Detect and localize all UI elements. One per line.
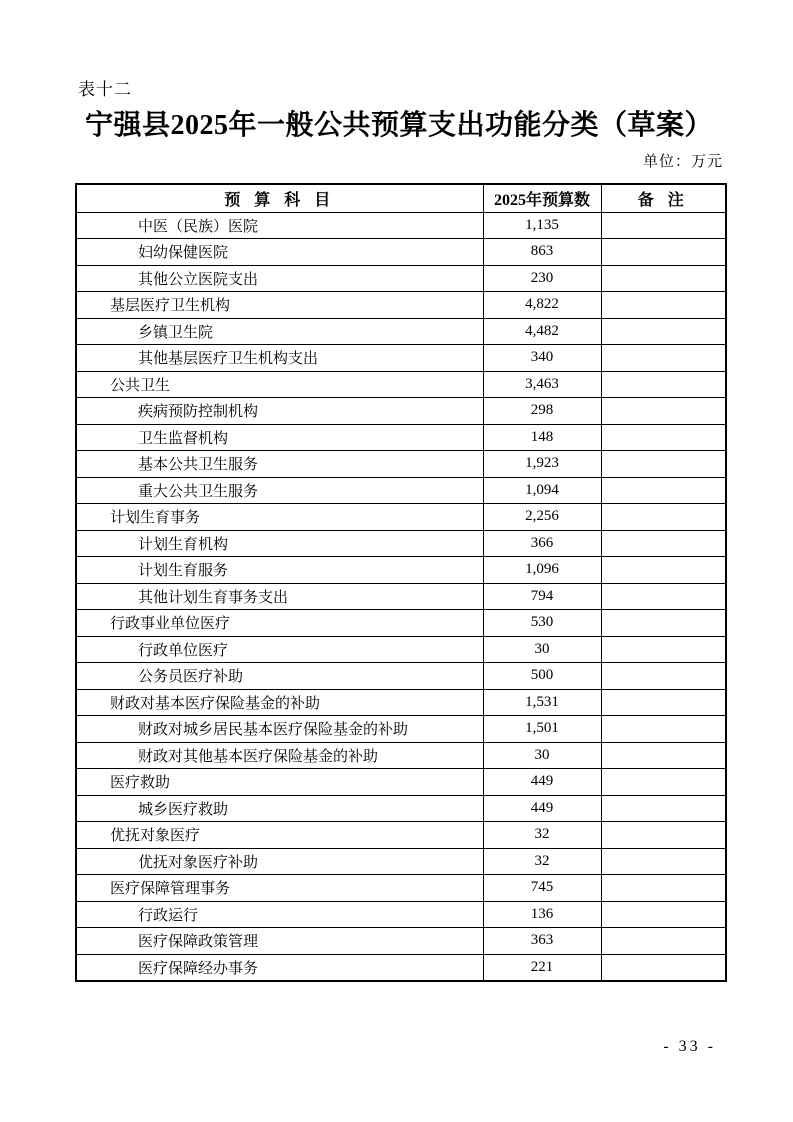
table-row (76, 504, 726, 531)
subject-cell: 行政事业单位医疗 (76, 610, 483, 637)
subject-cell: 重大公共卫生服务 (76, 477, 483, 504)
budget-value-cell: 1,501 (483, 716, 601, 743)
budget-value-cell: 1,531 (483, 689, 601, 716)
table-row (76, 875, 726, 902)
budget-table (75, 183, 727, 982)
page-title: 宁强县2025年一般公共预算支出功能分类（草案） (84, 110, 713, 141)
remark-cell (601, 716, 726, 743)
budget-value-cell: 2,256 (483, 504, 601, 531)
budget-value-cell: 230 (483, 265, 601, 292)
remark-cell (601, 610, 726, 637)
budget-value-cell: 30 (483, 742, 601, 769)
subject-cell: 财政对城乡居民基本医疗保险基金的补助 (76, 716, 483, 743)
table-row (76, 928, 726, 955)
subject-cell: 公共卫生 (76, 371, 483, 398)
table-row (76, 292, 726, 319)
table-row (76, 848, 726, 875)
remark-cell (601, 398, 726, 425)
remark-cell (601, 530, 726, 557)
remark-cell (601, 636, 726, 663)
budget-value-cell: 32 (483, 848, 601, 875)
subject-cell: 优抚对象医疗 (76, 822, 483, 849)
budget-value-cell: 4,482 (483, 318, 601, 345)
remark-cell (601, 795, 726, 822)
remark-cell (601, 769, 726, 796)
subject-cell: 医疗保障政策管理 (76, 928, 483, 955)
remark-cell (601, 212, 726, 239)
table-number-label: 表十二 (78, 80, 132, 99)
subject-cell: 乡镇卫生院 (76, 318, 483, 345)
header-subject: 预 算 科 目 (76, 184, 483, 212)
table-row (76, 212, 726, 239)
remark-cell (601, 424, 726, 451)
subject-cell: 计划生育事务 (76, 504, 483, 531)
remark-cell (601, 265, 726, 292)
subject-cell: 卫生监督机构 (76, 424, 483, 451)
table-row (76, 716, 726, 743)
subject-cell: 妇幼保健医院 (76, 239, 483, 266)
subject-cell: 行政单位医疗 (76, 636, 483, 663)
budget-value-cell: 745 (483, 875, 601, 902)
table-row (76, 451, 726, 478)
table-row (76, 318, 726, 345)
table-row (76, 477, 726, 504)
subject-cell: 城乡医疗救助 (76, 795, 483, 822)
budget-value-cell: 1,094 (483, 477, 601, 504)
remark-cell (601, 583, 726, 610)
budget-value-cell: 30 (483, 636, 601, 663)
remark-cell (601, 663, 726, 690)
subject-cell: 公务员医疗补助 (76, 663, 483, 690)
subject-cell: 医疗救助 (76, 769, 483, 796)
subject-cell: 其他公立医院支出 (76, 265, 483, 292)
remark-cell (601, 477, 726, 504)
table-row (76, 663, 726, 690)
unit-note: 单位：万元 (642, 154, 723, 170)
table-body (76, 212, 726, 981)
remark-cell (601, 822, 726, 849)
table-row (76, 239, 726, 266)
budget-value-cell: 530 (483, 610, 601, 637)
remark-cell (601, 689, 726, 716)
remark-cell (601, 928, 726, 955)
subject-cell: 基层医疗卫生机构 (76, 292, 483, 319)
remark-cell (601, 451, 726, 478)
budget-value-cell: 32 (483, 822, 601, 849)
table-row (76, 610, 726, 637)
remark-cell (601, 848, 726, 875)
table-row (76, 689, 726, 716)
table-row (76, 769, 726, 796)
subject-cell: 计划生育机构 (76, 530, 483, 557)
budget-value-cell: 298 (483, 398, 601, 425)
page-number: - 33 - (663, 1038, 716, 1055)
subject-cell: 其他基层医疗卫生机构支出 (76, 345, 483, 372)
subject-cell: 行政运行 (76, 901, 483, 928)
subject-cell: 中医（民族）医院 (76, 212, 483, 239)
table-row (76, 424, 726, 451)
remark-cell (601, 742, 726, 769)
budget-value-cell: 1,096 (483, 557, 601, 584)
remark-cell (601, 954, 726, 981)
remark-cell (601, 318, 726, 345)
table-row (76, 530, 726, 557)
table-row (76, 822, 726, 849)
table-header (76, 184, 726, 212)
remark-cell (601, 504, 726, 531)
table-row (76, 901, 726, 928)
table-row (76, 265, 726, 292)
subject-cell: 财政对其他基本医疗保险基金的补助 (76, 742, 483, 769)
budget-value-cell: 794 (483, 583, 601, 610)
budget-value-cell: 3,463 (483, 371, 601, 398)
budget-value-cell: 221 (483, 954, 601, 981)
remark-cell (601, 371, 726, 398)
subject-cell: 基本公共卫生服务 (76, 451, 483, 478)
table-row (76, 371, 726, 398)
remark-cell (601, 875, 726, 902)
budget-value-cell: 449 (483, 795, 601, 822)
table-row (76, 795, 726, 822)
budget-value-cell: 366 (483, 530, 601, 557)
budget-value-cell: 1,135 (483, 212, 601, 239)
budget-value-cell: 363 (483, 928, 601, 955)
table-row (76, 636, 726, 663)
table-row (76, 742, 726, 769)
budget-value-cell: 148 (483, 424, 601, 451)
header-remark: 备 注 (601, 184, 726, 212)
subject-cell: 医疗保障经办事务 (76, 954, 483, 981)
table-row (76, 398, 726, 425)
budget-value-cell: 4,822 (483, 292, 601, 319)
budget-value-cell: 863 (483, 239, 601, 266)
subject-cell: 医疗保障管理事务 (76, 875, 483, 902)
table-header-row (76, 184, 726, 212)
subject-cell: 其他计划生育事务支出 (76, 583, 483, 610)
budget-value-cell: 340 (483, 345, 601, 372)
remark-cell (601, 239, 726, 266)
subject-cell: 优抚对象医疗补助 (76, 848, 483, 875)
header-budget: 2025年预算数 (483, 184, 601, 212)
budget-value-cell: 500 (483, 663, 601, 690)
table-row (76, 583, 726, 610)
table-row (76, 954, 726, 981)
remark-cell (601, 557, 726, 584)
budget-value-cell: 449 (483, 769, 601, 796)
budget-value-cell: 136 (483, 901, 601, 928)
remark-cell (601, 292, 726, 319)
remark-cell (601, 901, 726, 928)
subject-cell: 财政对基本医疗保险基金的补助 (76, 689, 483, 716)
subject-cell: 计划生育服务 (76, 557, 483, 584)
table-row (76, 557, 726, 584)
budget-value-cell: 1,923 (483, 451, 601, 478)
subject-cell: 疾病预防控制机构 (76, 398, 483, 425)
table-row (76, 345, 726, 372)
remark-cell (601, 345, 726, 372)
